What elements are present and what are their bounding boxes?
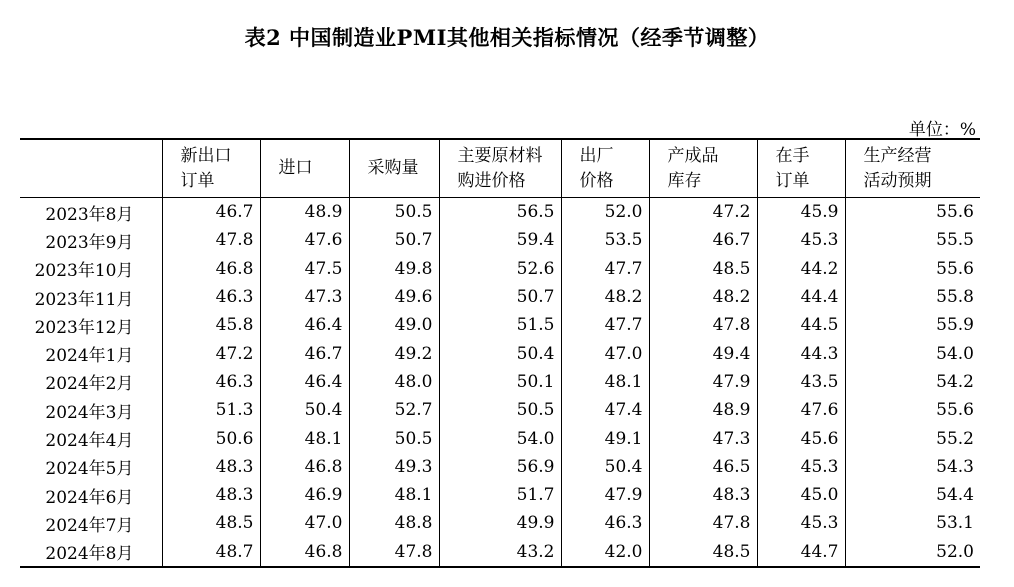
table-cell: 48.7 xyxy=(162,538,260,566)
table-cell: 46.3 xyxy=(162,368,260,396)
table-cell: 47.7 xyxy=(561,311,649,339)
table-cell: 47.9 xyxy=(561,481,649,509)
table-cell: 48.8 xyxy=(349,509,439,537)
table-row xyxy=(20,368,980,396)
table-cell: 56.9 xyxy=(439,453,561,481)
table-cell: 48.9 xyxy=(649,396,757,424)
table-cell: 51.5 xyxy=(439,311,561,339)
pmi-indicators-table xyxy=(20,140,980,566)
table-cell: 42.0 xyxy=(561,538,649,566)
table-cell: 48.5 xyxy=(649,538,757,566)
table-cell: 47.2 xyxy=(162,339,260,367)
table-cell: 44.7 xyxy=(757,538,845,566)
table-row xyxy=(20,255,980,283)
table-cell: 46.7 xyxy=(162,198,260,227)
column-header-new-export-orders: 新出口 订单 xyxy=(162,140,260,198)
table-cell: 46.7 xyxy=(649,226,757,254)
column-header-month xyxy=(20,140,162,198)
table-cell: 51.3 xyxy=(162,396,260,424)
table-cell: 48.3 xyxy=(649,481,757,509)
table-cell: 44.3 xyxy=(757,339,845,367)
table-cell: 46.8 xyxy=(162,255,260,283)
table-cell: 48.2 xyxy=(649,283,757,311)
table-cell: 50.7 xyxy=(439,283,561,311)
table-body xyxy=(20,198,980,566)
page-title: 表2 中国制造业PMI其他相关指标情况（经季节调整） xyxy=(244,25,770,50)
row-month-cell: 2024年1月 xyxy=(45,346,134,367)
table-cell: 50.5 xyxy=(349,198,439,227)
table-cell: 49.8 xyxy=(349,255,439,283)
table-row xyxy=(20,311,980,339)
table-cell: 48.3 xyxy=(162,481,260,509)
table-row xyxy=(20,424,980,452)
table-cell: 55.8 xyxy=(845,283,980,311)
table-cell: 49.9 xyxy=(439,509,561,537)
table-cell: 45.0 xyxy=(757,481,845,509)
table-cell: 46.4 xyxy=(260,368,349,396)
table-cell: 46.3 xyxy=(561,509,649,537)
table-cell: 48.0 xyxy=(349,368,439,396)
column-header-purchase-quantity: 采购量 xyxy=(349,140,439,198)
table-cell: 48.1 xyxy=(349,481,439,509)
table-cell: 46.8 xyxy=(260,453,349,481)
table-cell: 47.8 xyxy=(649,311,757,339)
table-cell: 46.9 xyxy=(260,481,349,509)
table-cell: 49.0 xyxy=(349,311,439,339)
table-cell: 46.4 xyxy=(260,311,349,339)
table-cell: 44.4 xyxy=(757,283,845,311)
table-cell: 50.7 xyxy=(349,226,439,254)
table-row xyxy=(20,509,980,537)
table-cell: 55.2 xyxy=(845,424,980,452)
table-cell: 48.1 xyxy=(561,368,649,396)
table-cell: 49.2 xyxy=(349,339,439,367)
row-month-cell: 2024年2月 xyxy=(45,374,134,395)
column-header-backlog-orders: 在手 订单 xyxy=(757,140,845,198)
table-cell: 49.4 xyxy=(649,339,757,367)
table-cell: 46.3 xyxy=(162,283,260,311)
table-cell: 46.8 xyxy=(260,538,349,566)
table-cell: 45.3 xyxy=(757,453,845,481)
table-cell: 51.7 xyxy=(439,481,561,509)
table-cell: 49.3 xyxy=(349,453,439,481)
table-cell: 46.7 xyxy=(260,339,349,367)
table-cell: 50.5 xyxy=(349,424,439,452)
table-cell: 48.5 xyxy=(162,509,260,537)
column-header-ex-factory-price: 出厂 价格 xyxy=(561,140,649,198)
column-header-finished-goods-inventory: 产成品 库存 xyxy=(649,140,757,198)
table-cell: 47.3 xyxy=(260,283,349,311)
row-month-cell: 2023年12月 xyxy=(34,317,134,338)
table-cell: 44.2 xyxy=(757,255,845,283)
table-cell: 54.3 xyxy=(845,453,980,481)
table-cell: 55.6 xyxy=(845,396,980,424)
row-month-cell: 2024年6月 xyxy=(45,487,134,508)
table-cell: 47.8 xyxy=(649,509,757,537)
table-cell: 48.2 xyxy=(561,283,649,311)
table-cell: 50.5 xyxy=(439,396,561,424)
pmi-table-container xyxy=(20,138,980,568)
table-cell: 53.1 xyxy=(845,509,980,537)
table-cell: 54.2 xyxy=(845,368,980,396)
table-row xyxy=(20,453,980,481)
row-month-cell: 2024年5月 xyxy=(45,459,134,480)
table-cell: 50.4 xyxy=(260,396,349,424)
table-cell: 52.6 xyxy=(439,255,561,283)
table-row xyxy=(20,283,980,311)
table-cell: 59.4 xyxy=(439,226,561,254)
table-cell: 43.2 xyxy=(439,538,561,566)
table-cell: 50.4 xyxy=(561,453,649,481)
column-header-raw-material-price: 主要原材料 购进价格 xyxy=(439,140,561,198)
table-cell: 47.9 xyxy=(649,368,757,396)
table-cell: 47.8 xyxy=(162,226,260,254)
table-cell: 47.4 xyxy=(561,396,649,424)
table-cell: 49.6 xyxy=(349,283,439,311)
table-cell: 47.0 xyxy=(260,509,349,537)
row-month-cell: 2024年7月 xyxy=(45,515,134,536)
row-month-cell: 2024年3月 xyxy=(45,402,134,423)
table-cell: 49.1 xyxy=(561,424,649,452)
table-cell: 54.4 xyxy=(845,481,980,509)
table-cell: 45.6 xyxy=(757,424,845,452)
table-cell: 55.5 xyxy=(845,226,980,254)
table-cell: 47.6 xyxy=(260,226,349,254)
row-month-cell: 2023年10月 xyxy=(34,261,134,282)
header-row xyxy=(20,140,980,198)
table-cell: 47.5 xyxy=(260,255,349,283)
table-cell: 47.6 xyxy=(757,396,845,424)
table-cell: 55.6 xyxy=(845,255,980,283)
table-cell: 47.8 xyxy=(349,538,439,566)
table-cell: 53.5 xyxy=(561,226,649,254)
unit-label: 单位：% xyxy=(908,120,976,140)
table-cell: 45.9 xyxy=(757,198,845,227)
column-header-business-expectation: 生产经营 活动预期 xyxy=(845,140,980,198)
row-month-cell: 2024年8月 xyxy=(45,544,134,565)
table-cell: 48.9 xyxy=(260,198,349,227)
table-cell: 50.6 xyxy=(162,424,260,452)
table-cell: 44.5 xyxy=(757,311,845,339)
table-row xyxy=(20,481,980,509)
table-cell: 46.5 xyxy=(649,453,757,481)
table-cell: 55.9 xyxy=(845,311,980,339)
table-header xyxy=(20,140,980,198)
table-row xyxy=(20,396,980,424)
table-cell: 45.3 xyxy=(757,226,845,254)
table-cell: 43.5 xyxy=(757,368,845,396)
column-header-imports: 进口 xyxy=(260,140,349,198)
table-cell: 54.0 xyxy=(439,424,561,452)
row-month-cell: 2024年4月 xyxy=(45,431,134,452)
table-row xyxy=(20,226,980,254)
table-cell: 52.0 xyxy=(845,538,980,566)
table-cell: 55.6 xyxy=(845,198,980,227)
table-cell: 54.0 xyxy=(845,339,980,367)
table-cell: 48.3 xyxy=(162,453,260,481)
table-cell: 47.2 xyxy=(649,198,757,227)
table-cell: 45.8 xyxy=(162,311,260,339)
table-cell: 47.3 xyxy=(649,424,757,452)
table-cell: 45.3 xyxy=(757,509,845,537)
table-cell: 47.7 xyxy=(561,255,649,283)
table-cell: 50.1 xyxy=(439,368,561,396)
table-cell: 48.5 xyxy=(649,255,757,283)
table-cell: 52.0 xyxy=(561,198,649,227)
table-cell: 52.7 xyxy=(349,396,439,424)
table-cell: 47.0 xyxy=(561,339,649,367)
table-row xyxy=(20,538,980,566)
table-row xyxy=(20,198,980,227)
row-month-cell: 2023年8月 xyxy=(45,204,134,225)
row-month-cell: 2023年9月 xyxy=(45,232,134,253)
row-month-cell: 2023年11月 xyxy=(34,289,134,310)
table-cell: 56.5 xyxy=(439,198,561,227)
table-cell: 48.1 xyxy=(260,424,349,452)
table-cell: 50.4 xyxy=(439,339,561,367)
table-row xyxy=(20,339,980,367)
